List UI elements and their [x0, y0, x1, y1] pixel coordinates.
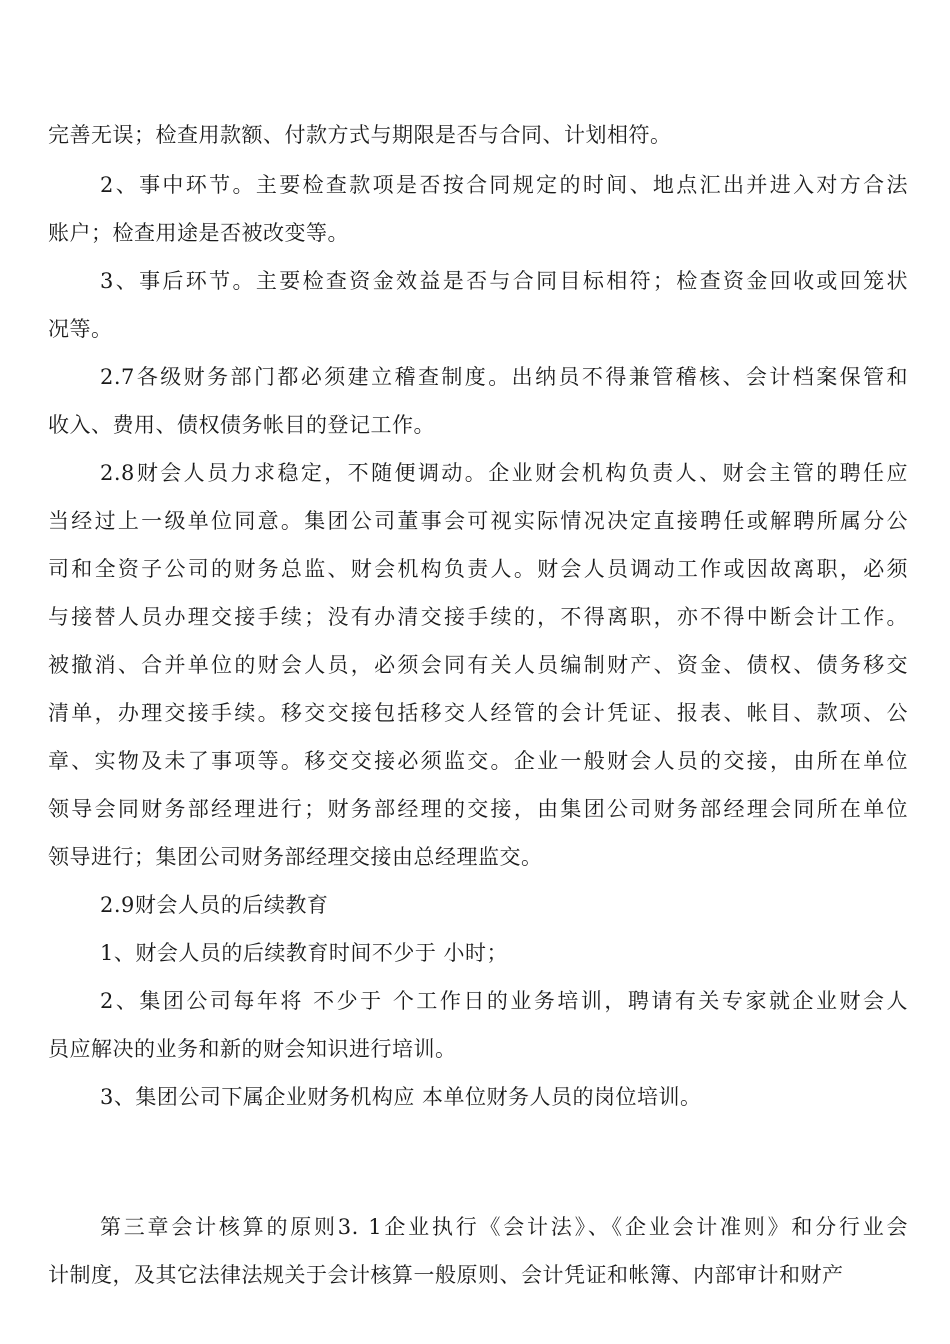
text-line: 1、财会人员的后续教育时间不少于 小时； [100, 941, 509, 965]
text-line: 2.8财会人员力求稳定，不随便调动。企业财会机构负责人、财会主管的聘任应 [100, 461, 908, 485]
text-line: 员应解决的业务和新的财会知识进行培训。 [48, 1037, 457, 1061]
text-line: 3、事后环节。主要检查资金效益是否与合同目标相符；检查资金回收或回笼状 [100, 269, 908, 293]
text-line: 清单，办理交接手续。移交交接包括移交人经管的会计凭证、报表、帐目、款项、公 [48, 701, 908, 725]
text-line: 收入、费用、债权债务帐目的登记工作。 [48, 413, 435, 437]
text-line: 司和全资子公司的财务总监、财会机构负责人。财会人员调动工作或因故离职，必须 [48, 557, 908, 581]
text-line: 完善无误；检查用款额、付款方式与期限是否与合同、计划相符。 [48, 123, 672, 147]
text-line: 被撤消、合并单位的财会人员，必须会同有关人员编制财产、资金、债权、债务移交 [48, 653, 908, 677]
text-line: 况等。 [48, 317, 113, 341]
text-line: 2.9财会人员的后续教育 [100, 893, 329, 917]
text-line: 当经过上一级单位同意。集团公司董事会可视实际情况决定直接聘任或解聘所属分公 [48, 509, 908, 533]
text-line: 3、集团公司下属企业财务机构应 本单位财务人员的岗位培训。 [100, 1085, 702, 1109]
text-line: 账户；检查用途是否被改变等。 [48, 221, 349, 245]
text-line: 2.7各级财务部门都必须建立稽查制度。出纳员不得兼管稽核、会计档案保管和 [100, 365, 908, 389]
text-line: 计制度，及其它法律法规关于会计核算一般原则、会计凭证和帐簿、内部审计和财产 [48, 1263, 844, 1287]
text-line: 章、实物及未了事项等。移交交接必须监交。企业一般财会人员的交接，由所在单位 [48, 749, 908, 773]
text-line: 2、事中环节。主要检查款项是否按合同规定的时间、地点汇出并进入对方合法 [100, 173, 908, 197]
text-line: 领导进行；集团公司财务部经理交接由总经理监交。 [48, 845, 543, 869]
text-line: 2、集团公司每年将 不少于 个工作日的业务培训，聘请有关专家就企业财会人 [100, 989, 908, 1013]
text-line: 与接替人员办理交接手续；没有办清交接手续的，不得离职，亦不得中断会计工作。 [48, 605, 908, 629]
text-line: 第三章会计核算的原则3. 1企业执行《会计法》、《企业会计准则》和分行业会 [100, 1215, 908, 1239]
text-line: 领导会同财务部经理进行；财务部经理的交接，由集团公司财务部经理会同所在单位 [48, 797, 908, 821]
